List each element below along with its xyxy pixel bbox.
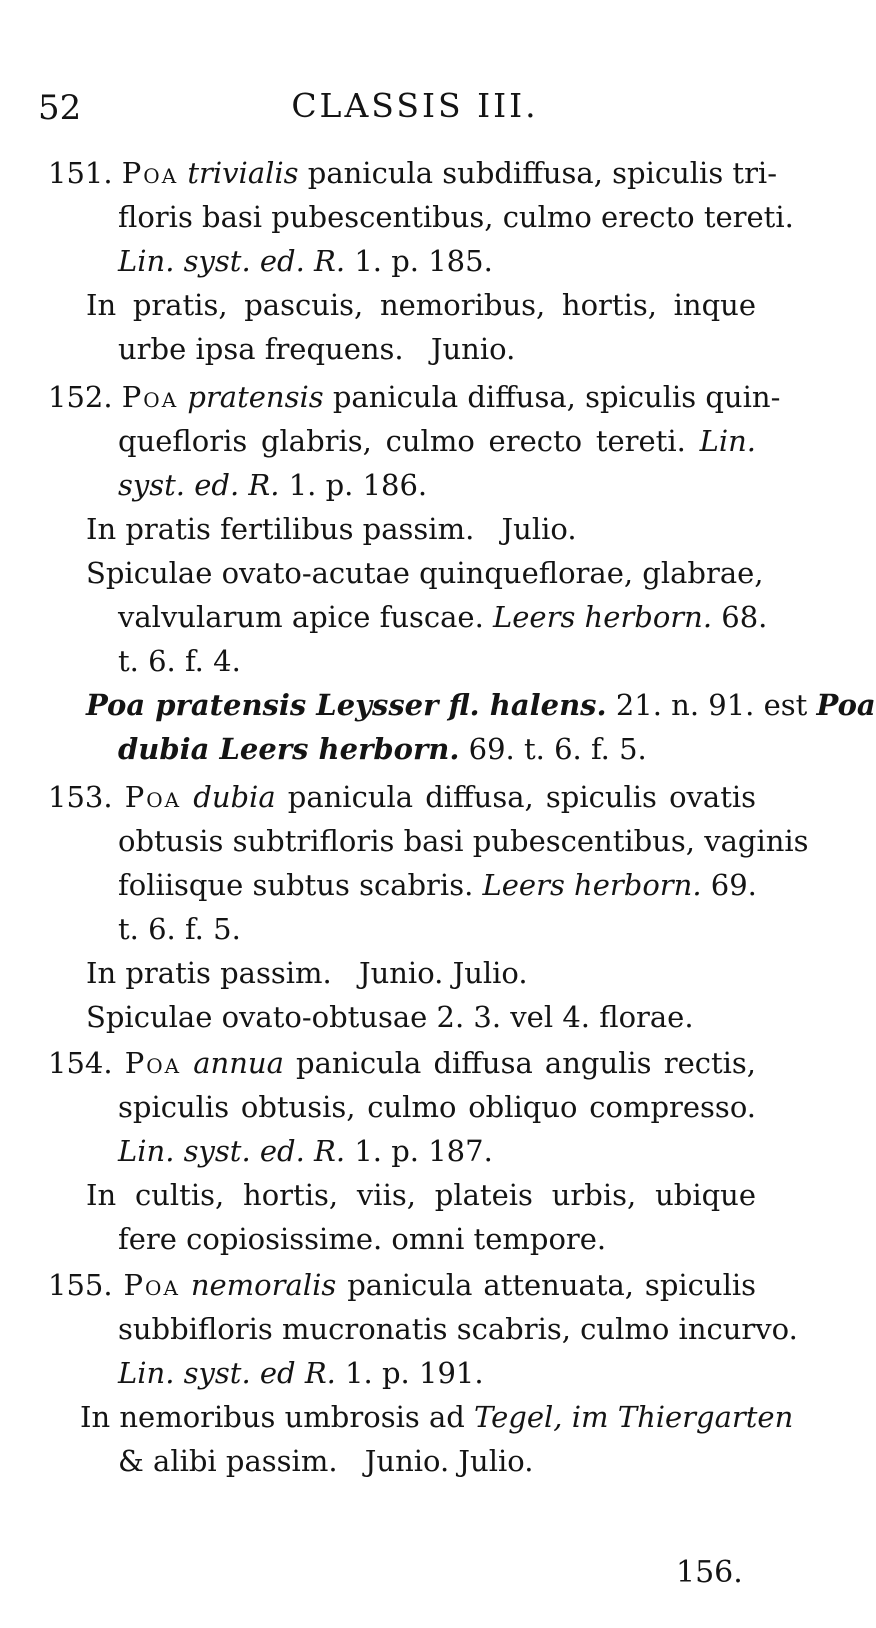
genus-name: Poa — [121, 156, 179, 190]
reference-location: 68. — [721, 600, 768, 634]
species-name: dubia — [193, 780, 276, 814]
note-text: Spiculae ovato-obtusae 2. 3. vel 4. florae. — [86, 1000, 694, 1034]
habitat-text: In nemoribus umbrosis ad — [80, 1400, 465, 1434]
entry-number: 151. — [48, 156, 113, 190]
diagnosis-text: obtusis subtrifloris basi pubescentibus, vaginis — [118, 824, 809, 858]
entry-152-habitat — [86, 507, 577, 551]
catchword: 156. — [676, 1555, 743, 1590]
entry-number: 152. — [48, 380, 113, 414]
page-number: 52 — [38, 88, 82, 128]
entry-153-line-2 — [118, 819, 809, 863]
running-title: CLASSIS III. — [291, 86, 539, 125]
reference-location: 1. p. 187. — [354, 1134, 493, 1168]
species-name: annua — [193, 1046, 284, 1080]
entry-155-line-1 — [48, 1263, 756, 1307]
species-name: nemoralis — [190, 1268, 337, 1302]
entry-152-line-1 — [48, 375, 781, 419]
entry-154-habitat-2 — [118, 1217, 606, 1261]
entry-155-habitat-2 — [118, 1439, 533, 1483]
reference-author: Lin. syst. ed R. — [118, 1356, 336, 1390]
entry-152-synonym-2 — [118, 727, 647, 771]
diagnosis-text: panicula diffusa, spiculis quin- — [332, 380, 781, 414]
genus-name: Poa — [121, 380, 179, 414]
synonym-reference: dubia Leers herborn. — [118, 732, 460, 766]
reference-location: 1. p. 191. — [345, 1356, 484, 1390]
flowering-months: Junio. Julio. — [358, 956, 528, 990]
reference-location: t. 6. f. 4. — [118, 644, 241, 678]
entry-154-habitat-1 — [86, 1173, 756, 1217]
habitat-text: fere copiosissime. omni tempore. — [118, 1222, 607, 1256]
entry-153-line-1 — [48, 775, 756, 819]
entry-number: 153. — [48, 780, 113, 814]
entry-155-habitat-1 — [80, 1395, 794, 1439]
reference-location: t. 6. f. 5. — [118, 912, 241, 946]
species-name: pratensis — [187, 380, 324, 414]
habitat-text: urbe ipsa frequens. — [118, 332, 404, 366]
entry-152-note-3 — [118, 639, 241, 683]
diagnosis-text: panicula attenuata, spiculis — [347, 1268, 757, 1302]
entry-152-note-2 — [118, 595, 768, 639]
diagnosis-text: panicula diffusa angulis rectis, — [296, 1046, 757, 1080]
note-text: valvularum apice fuscae. — [118, 600, 484, 634]
genus-name: Poa — [123, 1268, 180, 1302]
reference-author: syst. ed. R. — [118, 468, 280, 502]
place-name: im Thiergarten — [571, 1400, 794, 1434]
reference-author: Lin. syst. ed. R. — [118, 244, 346, 278]
reference-location: 1. p. 185. — [354, 244, 493, 278]
synonym-connector: est — [763, 688, 808, 722]
flowering-month: Julio. — [501, 512, 577, 546]
entry-152-reference — [118, 463, 427, 507]
entry-153-note — [86, 995, 694, 1039]
reference-author: Lin. — [699, 424, 756, 458]
diagnosis-text: foliisque subtus scabris. — [118, 868, 474, 902]
genus-name: Poa — [124, 1046, 182, 1080]
habitat-text: In cultis, hortis, viis, plateis urbis, ubique — [86, 1178, 756, 1212]
entry-151-reference — [118, 239, 493, 283]
entry-154-line-2 — [118, 1085, 756, 1129]
entry-154-reference — [118, 1129, 493, 1173]
reference-location: 69. — [710, 868, 757, 902]
entry-151-habitat-2 — [118, 327, 515, 371]
reference-author: Leers herborn. — [482, 868, 702, 902]
reference-author: Lin. syst. ed. R. — [118, 1134, 346, 1168]
habitat-text: In pratis passim. — [86, 956, 332, 990]
reference-location: 69. t. 6. f. 5. — [468, 732, 647, 766]
entry-151-line-1 — [48, 151, 778, 195]
reference-location: 21. n. 91. — [615, 688, 755, 722]
reference-author: Leers herborn. — [493, 600, 713, 634]
entry-152-line-2 — [118, 419, 756, 463]
habitat-text: In pratis fertilibus passim. — [86, 512, 475, 546]
entry-153-line-3 — [118, 863, 756, 907]
place-name: Tegel, — [474, 1400, 563, 1434]
note-text: Spiculae ovato-acutae quinqueflorae, glabrae, — [86, 556, 764, 590]
diagnosis-text: panicula diffusa, spiculis ovatis — [287, 780, 757, 814]
genus-name: Poa — [124, 780, 182, 814]
entry-155-line-2 — [118, 1307, 798, 1351]
diagnosis-text: panicula subdiffusa, spiculis tri- — [307, 156, 778, 190]
entry-151-habitat-1 — [86, 283, 756, 327]
habitat-text: In pratis, pascuis, nemoribus, hortis, inque — [86, 288, 756, 322]
synonym-title: Poa pratensis Leysser fl. halens. — [86, 688, 607, 722]
reference-location: 1. p. 186. — [288, 468, 428, 502]
entry-151-line-2 — [118, 195, 794, 239]
flowering-month: Junio. — [430, 332, 516, 366]
habitat-text: & alibi passim. — [118, 1444, 338, 1478]
entry-154-line-1 — [48, 1041, 756, 1085]
genus-name: Poa — [816, 688, 876, 722]
species-name: trivialis — [187, 156, 299, 190]
entry-152-note-1 — [86, 551, 764, 595]
diagnosis-text: subbifloris mucronatis scabris, culmo incurvo. — [118, 1312, 798, 1346]
diagnosis-text: spiculis obtusis, culmo obliquo compresso. — [118, 1090, 756, 1124]
entry-number: 155. — [48, 1268, 113, 1302]
flowering-months: Junio. Julio. — [364, 1444, 534, 1478]
entry-152-synonym-1 — [86, 683, 876, 727]
entry-153-habitat — [86, 951, 528, 995]
entry-155-reference — [118, 1351, 484, 1395]
diagnosis-text: quefloris glabris, culmo erecto tereti. — [118, 424, 686, 458]
entry-153-line-4 — [118, 907, 241, 951]
diagnosis-text: floris basi pubescentibus, culmo erecto tereti. — [118, 200, 794, 234]
entry-number: 154. — [48, 1046, 113, 1080]
